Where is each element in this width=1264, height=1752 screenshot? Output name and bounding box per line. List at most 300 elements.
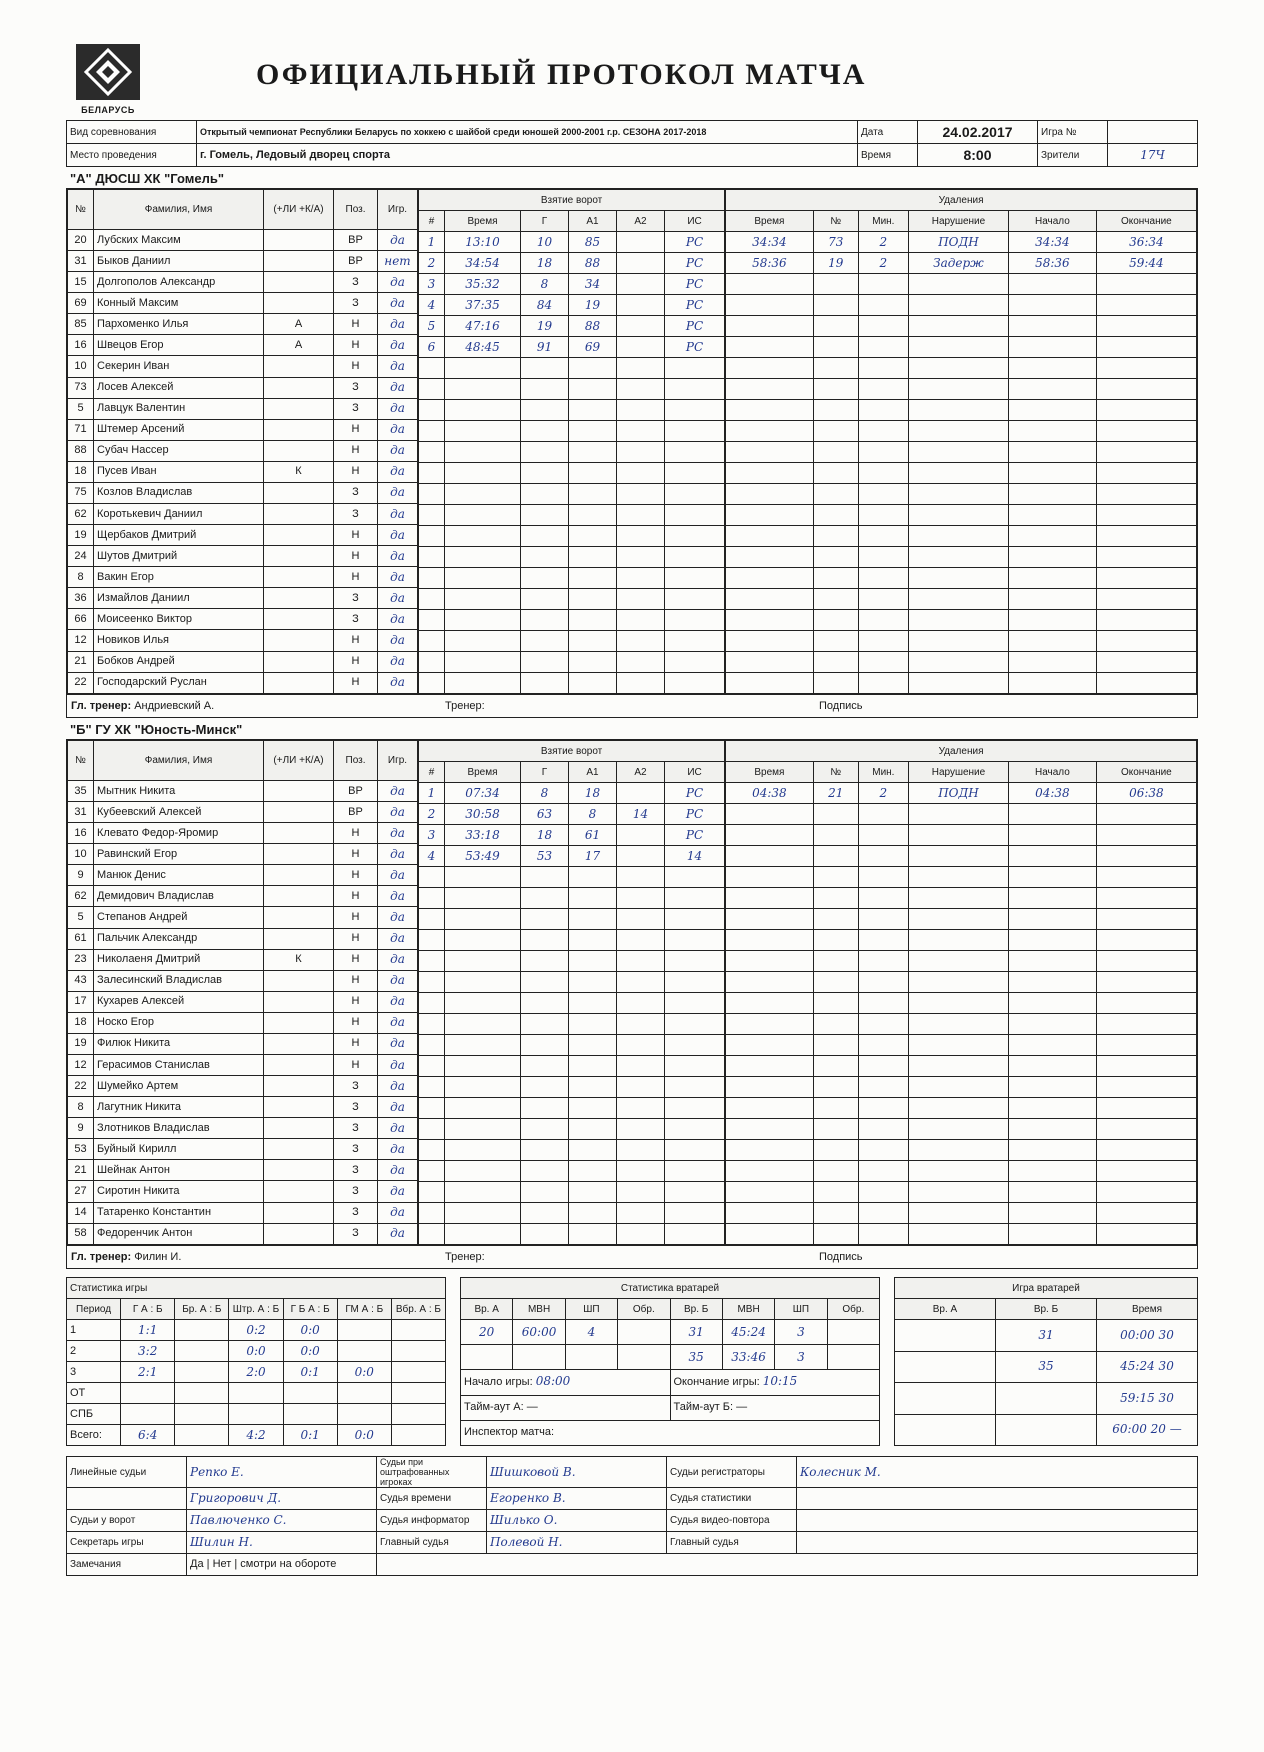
goal-number [419,505,445,526]
player-name: Шумейко Артем [94,1076,264,1097]
goal-scorer [521,673,569,694]
penalty-row [726,867,1197,888]
team-b-title: "Б" ГУ ХК "Юность-Минск" [70,722,243,737]
player-row [68,461,418,482]
goal-number [419,888,445,909]
player-played: да [378,588,418,609]
period-shots [175,1425,229,1446]
penalty-infraction [908,337,1008,358]
penalty-player [813,1140,858,1161]
penalty-start [1009,463,1097,484]
period-pim: 0:0 [229,1341,283,1362]
goal-scorer [521,993,569,1014]
player-role [264,1033,334,1054]
player-row [68,1139,418,1160]
goal-number [419,568,445,589]
penalty-minutes [858,1161,908,1182]
player-number: 19 [68,525,94,546]
goal-scorer [521,484,569,505]
player-played: да [378,886,418,907]
penalty-minutes [858,358,908,379]
player-row [68,651,418,672]
goal-assist-2 [617,1161,665,1182]
period-row [67,1425,446,1446]
spectators-label: Зрители [1038,144,1108,167]
goal-time: 35:32 [445,274,521,295]
player-row [68,1012,418,1033]
goal-assist-2 [617,484,665,505]
penalty-player: 21 [813,783,858,804]
goal-time [445,1224,521,1245]
penalty-player [813,673,858,694]
goal-row [419,1035,725,1056]
goal-assist-2 [617,400,665,421]
penalty-infraction [908,1056,1008,1077]
penalty-start [1009,804,1097,825]
goal-situation [665,505,725,526]
goal-assist-2 [617,951,665,972]
penalty-player [813,993,858,1014]
goal-assist-1 [569,951,617,972]
goal-situation [665,909,725,930]
team-a-grid [66,188,1198,695]
penalty-end [1096,547,1196,568]
player-position: Н [334,314,378,335]
penalty-minutes: 2 [858,232,908,253]
team-a-roster: № Фамилия, Имя (+ЛИ +К/А) Поз. Игр. 20 Лубских Максим ВР да 31 Быков Даниил ВР нет 15 Долгополов Александр З да 69 Конный Максим З да 85 Пархоменко Илья А Н да 16 Швецов Егор А Н да 10 Секерин Иван Н да 73 Лосев Алексей З да 5 Лавцук Валентин З да 71 Штемер Арсений Н да 88 Субач Нассер Н да 18 Пусев Иван К Н да 75 Козлов Владислав З да 62 Коротькевич Даниил З да 19 Щербаков Дмитрий Н да 24 Шутов Дмитрий Н да 8 Вакин Егор Н да 36 Измайлов Даниил З да 66 Моисеенко Виктор З да 12 Новиков Илья Н да 21 Бобков Андрей Н да 22 Господарский Руслан Н да [67,189,418,694]
penalty-start [1009,1014,1097,1035]
player-name: Кубеевский Алексей [94,802,264,823]
period-pim: 4:2 [229,1425,283,1446]
goalie-game-b [996,1414,1097,1446]
goal-assist-1 [569,1098,617,1119]
penalty-player [813,1014,858,1035]
player-role [264,588,334,609]
penalty-minutes [858,610,908,631]
player-role [264,802,334,823]
goal-time [445,568,521,589]
goal-time [445,1161,521,1182]
player-name: Долгополов Александр [94,272,264,293]
player-position: Н [334,907,378,928]
goal-row [419,846,725,867]
team-b-goals: Взятие ворот # Время Г А1 А2 ИС 1 07:34 8 18 РС 2 30:58 63 8 14 РС 3 33:18 18 61 РС 4 53:49 53 17 14 [418,740,725,1245]
penalty-time [726,484,814,505]
team-a-coach-row: Гл. тренер: Андриевский А. Тренер: Подпись [66,695,1198,718]
player-number: 21 [68,651,94,672]
player-name: Герасимов Станислав [94,1055,264,1076]
team-a-title: "А" ДЮСШ ХК "Гомель" [70,171,225,186]
penalty-time [726,316,814,337]
goal-row [419,1203,725,1224]
penalty-infraction [908,568,1008,589]
goal-time [445,1014,521,1035]
team-a-trainer-label: Тренер: [445,700,485,712]
player-row [68,907,418,928]
player-role [264,991,334,1012]
penalty-player [813,846,858,867]
player-number: 17 [68,991,94,1012]
goal-row [419,631,725,652]
player-number: 88 [68,440,94,461]
penalty-row [726,442,1197,463]
column-header: Обр. [618,1299,670,1320]
player-played: да [378,630,418,651]
penalty-minutes: 2 [858,253,908,274]
goal-scorer [521,888,569,909]
penalty-start [1009,1140,1097,1161]
player-number: 66 [68,609,94,630]
game-end: 10:15 [762,1374,798,1389]
player-number: 73 [68,377,94,398]
goal-number [419,951,445,972]
player-name: Лосев Алексей [94,377,264,398]
column-header: ШП [775,1299,827,1320]
player-position: З [334,1202,378,1223]
penalty-player [813,274,858,295]
goal-situation [665,358,725,379]
goal-scorer [521,400,569,421]
goal-situation [665,888,725,909]
player-name: Бобков Андрей [94,651,264,672]
player-position: З [334,609,378,630]
player-row [68,377,418,398]
penalty-row [726,379,1197,400]
goal-situation [665,547,725,568]
goal-scorer [521,358,569,379]
player-number: 10 [68,356,94,377]
penalty-start [1009,909,1097,930]
period-faceoffs [391,1425,445,1446]
goal-assist-1 [569,1119,617,1140]
player-name: Лагутник Никита [94,1097,264,1118]
goal-number: 4 [419,846,445,867]
player-name: Пальчик Александр [94,928,264,949]
goal-situation: РС [665,232,725,253]
registrar: Колесник М. [797,1457,1198,1488]
goal-scorer: 84 [521,295,569,316]
player-role [264,293,334,314]
goal-row [419,930,725,951]
penalty-player [813,972,858,993]
period-row [67,1383,446,1404]
goal-number [419,1203,445,1224]
timeout-b: — [736,1401,748,1414]
penalty-time [726,1035,814,1056]
goal-scorer [521,867,569,888]
penalty-row [726,589,1197,610]
player-position: З [334,588,378,609]
goal-scorer [521,463,569,484]
goal-row [419,993,725,1014]
period-stats-table: Статистика игры Период Г А : Б Бр. А : Б Штр. А : Б Г Б А : Б ГМ А : Б Вбр. А : Б 1 1:1 0:2 0:0 2 3:2 0:0 0:0 3 2:1 2:0 0:1 0:0 ОТ СПБ Всего: 6:4 4:2 0:1 0:0 [66,1277,446,1446]
player-role: А [264,314,334,335]
period-name: 2 [67,1341,121,1362]
goal-time [445,888,521,909]
goal-assist-1 [569,589,617,610]
player-name: Быков Даниил [94,251,264,272]
goal-assist-2 [617,1140,665,1161]
player-played: да [378,461,418,482]
player-role: К [264,461,334,482]
player-played: да [378,1160,418,1181]
penalty-player [813,547,858,568]
goal-situation [665,1161,725,1182]
goal-number [419,867,445,888]
player-played: да [378,1055,418,1076]
goal-situation: РС [665,295,725,316]
player-position: Н [334,949,378,970]
player-number: 31 [68,251,94,272]
penalty-minutes [858,316,908,337]
penalty-player [813,867,858,888]
player-row [68,588,418,609]
player-number: 85 [68,314,94,335]
goal-scorer: 63 [521,804,569,825]
penalty-start: 58:36 [1009,253,1097,274]
penalty-minutes [858,421,908,442]
goal-row [419,867,725,888]
player-played: да [378,823,418,844]
penalty-start [1009,442,1097,463]
goalie-b-obr [827,1345,879,1370]
goal-number [419,652,445,673]
penalty-time [726,993,814,1014]
goal-number [419,972,445,993]
penalty-minutes [858,930,908,951]
period-gm [337,1341,391,1362]
penalty-minutes [858,1077,908,1098]
player-role [264,504,334,525]
goal-time [445,1203,521,1224]
goal-number [419,993,445,1014]
goal-row [419,547,725,568]
goal-assist-1 [569,358,617,379]
goal-scorer [521,610,569,631]
player-played: да [378,314,418,335]
penalty-row [726,526,1197,547]
player-name: Филюк Никита [94,1033,264,1054]
penalty-end [1096,846,1196,867]
player-position: З [334,398,378,419]
player-number: 61 [68,928,94,949]
period-gb: 0:0 [283,1341,337,1362]
date-label: Дата [858,121,918,144]
player-name: Федоренчик Антон [94,1223,264,1244]
goal-number: 4 [419,295,445,316]
page-title: ОФИЦИАЛЬНЫЙ ПРОТОКОЛ МАТЧА [256,58,867,91]
penalty-row [726,1035,1197,1056]
player-number: 15 [68,272,94,293]
penalty-minutes [858,1119,908,1140]
goal-number: 6 [419,337,445,358]
goalie-a [461,1345,513,1370]
penalty-start [1009,1098,1097,1119]
goal-row [419,1161,725,1182]
player-role [264,272,334,293]
player-role [264,823,334,844]
player-name: Швецов Егор [94,335,264,356]
player-position: Н [334,970,378,991]
goal-row [419,1056,725,1077]
column-header: Обр. [827,1299,879,1320]
goal-row [419,337,725,358]
penalty-start [1009,972,1097,993]
penalty-minutes [858,547,908,568]
player-number: 18 [68,461,94,482]
goal-assist-1 [569,463,617,484]
goal-number [419,930,445,951]
player-role [264,1012,334,1033]
player-number: 9 [68,865,94,886]
penalty-row [726,1056,1197,1077]
goal-time [445,1140,521,1161]
player-name: Субач Нассер [94,440,264,461]
team-b-roster: № Фамилия, Имя (+ЛИ +К/А) Поз. Игр. 35 Мытник Никита ВР да 31 Кубеевский Алексей ВР да 16 Клевато Федор-Яромир Н да 10 Равинский Егор Н да 9 Манюк Денис Н да 62 Демидович Владислав Н да 5 Степанов Андрей Н да 61 Пальчик Александр Н да 23 Николаеня Дмитрий К Н да 43 Залесинский Владислав Н да 17 Кухарев Алексей Н да 18 Носко Егор Н да 19 Филюк Никита Н да 12 Герасимов Станислав Н да 22 Шумейко Артем З да 8 Лагутник Никита З да 9 Злотников Владислав З да 53 Буйный Кирилл З да 21 Шейнак Антон З да 27 Сиротин Никита З да 14 Татаренко Константин З да 58 Федоренчик Антон З да [67,740,418,1245]
goal-time [445,379,521,400]
penalty-minutes [858,972,908,993]
penalty-infraction [908,909,1008,930]
penalty-end [1096,295,1196,316]
goal-row [419,1182,725,1203]
date-value: 24.02.2017 [918,121,1038,144]
goal-number [419,484,445,505]
penalty-infraction [908,274,1008,295]
goal-assist-1: 17 [569,846,617,867]
period-goals: 1:1 [121,1320,175,1341]
goal-situation [665,1035,725,1056]
penalty-start [1009,547,1097,568]
penalty-infraction [908,867,1008,888]
penalty-infraction [908,400,1008,421]
goal-time [445,631,521,652]
penalty-start [1009,825,1097,846]
goal-row [419,1098,725,1119]
penalty-infraction [908,652,1008,673]
penalty-start [1009,610,1097,631]
goal-row [419,1119,725,1140]
player-row [68,1033,418,1054]
penalty-end [1096,1035,1196,1056]
player-row [68,1223,418,1244]
goal-assist-2 [617,295,665,316]
penalty-time [726,337,814,358]
penalty-infraction [908,930,1008,951]
player-role [264,251,334,272]
penalty-judge: Шишковой В. [487,1457,667,1488]
penalty-row [726,888,1197,909]
goal-situation [665,1014,725,1035]
column-header: Вр. Б [670,1299,722,1320]
player-position: Н [334,440,378,461]
penalty-end [1096,1098,1196,1119]
penalty-minutes [858,379,908,400]
penalty-minutes [858,484,908,505]
player-position: Н [334,844,378,865]
goal-scorer: 18 [521,825,569,846]
goal-scorer [521,930,569,951]
penalty-start: 04:38 [1009,783,1097,804]
player-name: Пусев Иван [94,461,264,482]
player-row [68,440,418,461]
penalty-end [1096,825,1196,846]
period-shots [175,1383,229,1404]
penalty-time [726,358,814,379]
penalty-time [726,379,814,400]
penalty-end [1096,505,1196,526]
player-name: Шутов Дмитрий [94,546,264,567]
penalty-row [726,846,1197,867]
period-shots [175,1362,229,1383]
goal-situation [665,421,725,442]
penalty-time: 58:36 [726,253,814,274]
goal-time [445,1077,521,1098]
player-played: да [378,970,418,991]
goal-row [419,463,725,484]
goal-assist-2 [617,421,665,442]
goal-scorer [521,1140,569,1161]
player-role [264,1118,334,1139]
penalty-time [726,1140,814,1161]
goal-assist-1 [569,547,617,568]
penalty-player [813,909,858,930]
goal-assist-2 [617,930,665,951]
goal-scorer [521,909,569,930]
penalty-infraction [908,1014,1008,1035]
goal-situation [665,1077,725,1098]
goal-scorer [521,1056,569,1077]
goal-number [419,1140,445,1161]
penalty-start [1009,1077,1097,1098]
goal-scorer: 8 [521,274,569,295]
penalty-time: 34:34 [726,232,814,253]
player-role [264,781,334,802]
penalty-start [1009,526,1097,547]
player-name: Степанов Андрей [94,907,264,928]
penalty-row [726,1140,1197,1161]
player-number: 20 [68,230,94,251]
penalty-time [726,1224,814,1245]
goal-situation: РС [665,825,725,846]
penalty-time [726,526,814,547]
goal-row [419,909,725,930]
match-info-table [66,120,1198,167]
player-row [68,1181,418,1202]
penalty-minutes [858,274,908,295]
penalty-player [813,379,858,400]
player-position: ВР [334,251,378,272]
penalty-time [726,930,814,951]
penalty-minutes [858,463,908,484]
penalty-row [726,1014,1197,1035]
penalty-player [813,1224,858,1245]
penalty-player [813,568,858,589]
goal-scorer [521,442,569,463]
column-header: ГМ А : Б [337,1299,391,1320]
goal-assist-1: 88 [569,316,617,337]
goal-situation: РС [665,783,725,804]
player-number: 9 [68,1118,94,1139]
goal-assist-1: 18 [569,783,617,804]
goal-time [445,358,521,379]
team-b-trainer-label: Тренер: [445,1251,485,1263]
goal-scorer [521,505,569,526]
goalie-game-a [895,1320,996,1352]
goal-time [445,442,521,463]
penalty-start [1009,1035,1097,1056]
goal-row [419,1224,725,1245]
player-row [68,630,418,651]
